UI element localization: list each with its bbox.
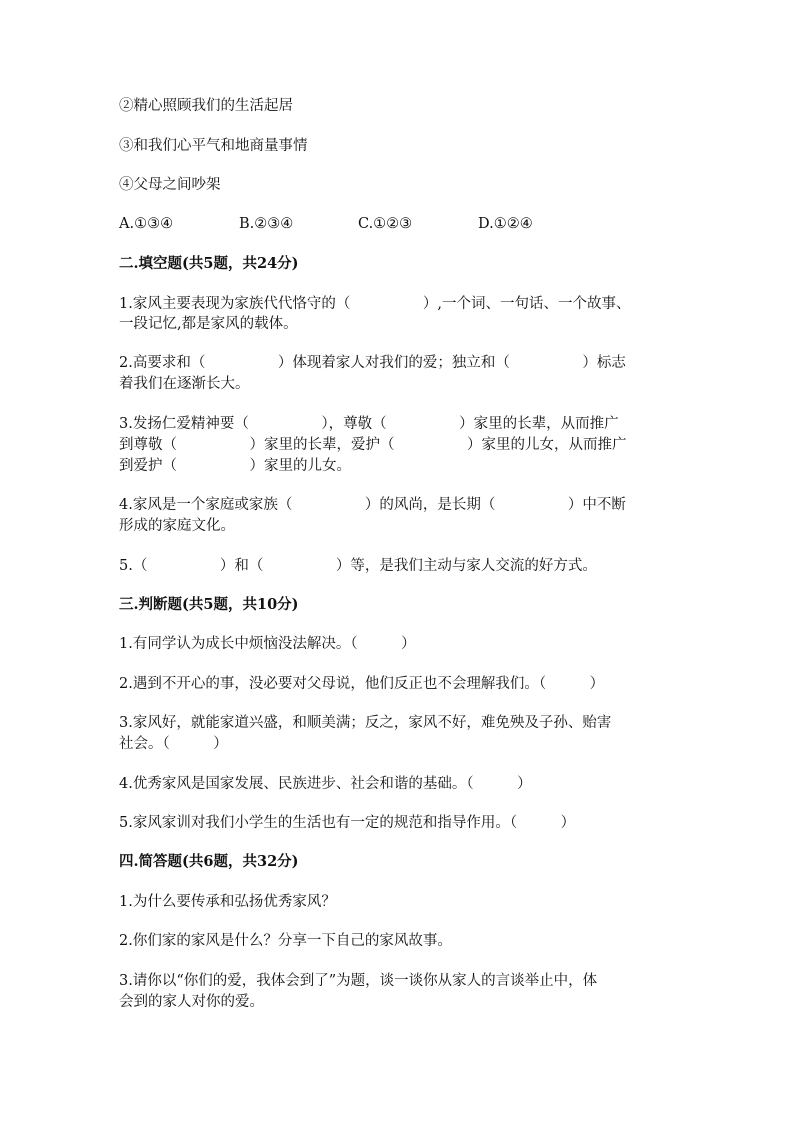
fill-blank-q1-line2: 一段记忆,都是家风的载体。: [119, 316, 298, 332]
short-answer-q3-line1: 3.请你以“你们的爱，我体会到了”为题，谈一谈你从家人的言谈举止中，体: [119, 973, 598, 989]
true-false-q4: 4.优秀家风是国家发展、民族进步、社会和谐的基础。（ ）: [119, 776, 532, 792]
choice-b: B.②③④: [239, 216, 294, 232]
short-answer-q3-line2: 会到的家人对你的爱。: [119, 994, 264, 1010]
choice-c: C.①②③: [358, 216, 413, 232]
section-heading-short-answer: 四.简答题(共6题，共32分): [119, 853, 299, 870]
fill-blank-q3-line2: 到尊敬（ ）家里的长辈，爱护（ ）家里的儿女，从而推广: [119, 437, 627, 453]
fill-blank-q2-line1: 2.高要求和（ ）体现着家人对我们的爱；独立和（ ）标志: [119, 355, 626, 371]
section-heading-true-false: 三.判断题(共5题，共10分): [119, 596, 299, 613]
fill-blank-q3-line3: 到爱护（ ）家里的儿女。: [119, 458, 351, 474]
fill-blank-q5: 5.（ ）和（ ）等，是我们主动与家人交流的好方式。: [119, 558, 597, 574]
true-false-q2: 2.遇到不开心的事，没必要对父母说，他们反正也不会理解我们。（ ）: [119, 676, 605, 692]
fill-blank-q4-line2: 形成的家庭文化。: [119, 518, 235, 534]
option-2: ②精心照顾我们的生活起居: [119, 98, 293, 114]
fill-blank-q4-line1: 4.家风是一个家庭或家族（ ）的风尚，是长期（ ）中不断: [119, 497, 626, 513]
option-4: ④父母之间吵架: [119, 177, 221, 193]
section-heading-fill-blank: 二.填空题(共5题，共24分): [119, 255, 299, 272]
choice-d: D.①②④: [478, 216, 533, 232]
choice-a: A.①③④: [119, 216, 174, 232]
true-false-q3-line2: 社会。（ ）: [119, 736, 228, 752]
fill-blank-q3-line1: 3.发扬仁爱精神要（ ），尊敬（ ）家里的长辈，从而推广: [119, 416, 619, 432]
true-false-q1: 1.有同学认为成长中烦恼没法解决。（ ）: [119, 636, 416, 652]
true-false-q5: 5.家风家训对我们小学生的生活也有一定的规范和指导作用。（ ）: [119, 815, 576, 831]
option-3: ③和我们心平气和地商量事情: [119, 138, 308, 154]
true-false-q3-line1: 3.家风好，就能家道兴盛，和顺美满；反之，家风不好，难免殃及子孙、贻害: [119, 715, 612, 731]
fill-blank-q2-line2: 着我们在逐渐长大。: [119, 376, 250, 392]
short-answer-q1: 1.为什么要传承和弘扬优秀家风？: [119, 894, 336, 910]
fill-blank-q1-line1: 1.家风主要表现为家族代代恪守的（ ）,一个词、一句话、一个故事、: [119, 296, 631, 312]
short-answer-q2: 2.你们家的家风是什么？分享一下自己的家风故事。: [119, 933, 452, 949]
